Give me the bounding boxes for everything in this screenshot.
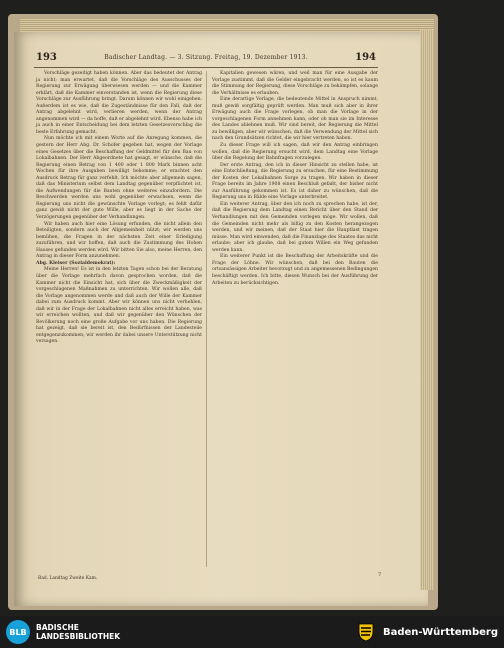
- right-paragraph: Ein weiterer Punkt ist die Beschaffung der Arbeitskräfte und die Frage der Löhne. Wir wünschen, daß bei den Bauten die ortsansässigen Arbeiter bevorzugt und zu angemessenen Bedingungen beschäftigt werden. Ich bitte, diesen Wunsch bei der Ausführung der Arbeiten zu berücksichtigen.: [212, 254, 378, 286]
- left-paragraph: Meine Herren! Es ist in den letzten Tagen schon bei der Beratung über die Vorlage mehrfach davon gesprochen worden, daß die Kammer nicht die Einsicht hat, sich über die Zweckmäßigkeit der vorgeschlagenen Maßnahmen zu unterrichten. Wir wollen alle, daß die Vorlage angenommen werde und daß auch der Wille der Kammer dabei zum Ausdruck kommt. Aber wir können uns nicht verhehlen, daß wir in der Frage der Lokalbahnen nicht alles erreicht haben, was wir erreichen wollten, und daß wir gegenüber den Wünschen der Bevölkerung noch eine große Aufgabe vor uns haben. Die Regierung hat gezeigt, daß sie bereit ist, den Bedürfnissen der Landesteile entgegenzukommen; wir werden ihr dabei unsere Unterstützung nicht versagen.: [36, 267, 202, 345]
- speaker-heading: Abg. Kleiser (Sozialdemokrat):: [36, 260, 116, 266]
- left-paragraph: Wir haben auch hier eine Lösung erfunden, die nicht allein den Beteiligten, sondern auch der Allgemeinheit nützt; wir werden uns bemühen, die Fragen in der nächsten Zeit einer Erledigung zuzuführen, und wir hoffen, daß auch die Zustimmung des Hohen Hauses gefunden werden wird. Wir bitten Sie also, meine Herren, den Antrag in dieser Form anzunehmen.: [36, 221, 202, 260]
- right-paragraph: Zu dieser Frage will ich sagen, daß wir den Antrag einbringen wollen, daß die Regierung ersucht wird, dem Landtag eine Vorlage über die Regelung der Bahnfragen vorzulegen.: [212, 143, 378, 162]
- page-number-right: 194: [355, 51, 376, 63]
- bw-crest-icon: [355, 621, 377, 643]
- page-stack-side: [420, 30, 434, 590]
- page-number-left: 193: [36, 51, 57, 63]
- right-paragraph: Kapitalien gewesen wären, und weil man für eine Ausgabe der Vorlage zustimmt, daß die Gelder eingebracht werden, so ist es kaum die Stimmung der Regierung, diese Vorschläge zu bekämpfen, solange die Verhältnisse es erlauben.: [212, 71, 378, 96]
- signature-mark: 7: [378, 572, 382, 578]
- blb-logo-icon: BLB: [6, 620, 30, 644]
- right-paragraph: Der erste Antrag, den ich in dieser Hinsicht zu stellen habe, ist eine Entschließung, die Regierung zu ersuchen, für eine Bestimmung der Kosten der Lokalbahnen Sorge zu tragen. Wir haben in dieser Frage bereits im Jahre 1908 einen Beschluß gefaßt, der bisher nicht zur Ausführung gekommen ist. Es ist daher zu wünschen, daß die Regierung uns in Bälde eine Vorlage unterbreitet.: [212, 162, 378, 201]
- left-paragraph: Vorschläge gezeitigt haben können. Aber das bedeutet der Antrag ja nicht; man erwartet, daß die Vorschläge des Ausschusses der Regierung zur Erwägung überwiesen werden — und die Kammer erklärt, daß die Kammer einverstanden ist, wenn die Regierung diese Vorschläge zur Ausführung bringt. Darum können wir wohl einigehen. Außerdem ist es wie, daß die Zugeständnisse für den Fall, daß der Antrag abgelehnt wird, verlieren werden, wenn der Antrag angenommen wird — da hoffe, daß er abgelehnt wird. Ebenso habe ich ja auch in einer Entscheidung bei dem letzten Gesetzesvorschlag die beste Erfahrung gemacht.: [36, 71, 202, 135]
- column-divider: [206, 71, 207, 567]
- blb-line-1: BADISCHE: [36, 623, 79, 632]
- blb-brand[interactable]: [6, 620, 120, 644]
- bw-name: Baden-Württemberg: [382, 626, 498, 638]
- right-column: [212, 71, 378, 287]
- right-paragraph: Ein weiterer Antrag, über den ich noch zu sprechen habe, ist der, daß die Regierung dem Landtag einen Bericht über den Stand der Verhandlungen mit den Gemeinden vorlegen möge. Wir wollen, daß die Gemeinden nicht mehr als billig zu den Kosten herangezogen werden, und wir meinen, daß der Staat hier die Hauptlast tragen müsse. Man wird einwenden, daß die Finanzlage des Staates das nicht erlaube; aber ich glaube, daß bei gutem Willen ein Weg gefunden werden kann.: [212, 201, 378, 253]
- bottom-bar: [0, 616, 504, 648]
- page-header: [36, 50, 376, 64]
- left-column: [36, 71, 202, 346]
- header-rule: [34, 67, 378, 68]
- blb-name: [36, 623, 120, 641]
- left-paragraph: Nun möchte ich mit einem Worte auf die Anregung kommen, die gestern der Herr Abg. Dr. Schofer gegeben hat, wegen der Vorlage eines Gesetzes über die Beschaffung der Geldmittel für den Bau von Lokalbahnen. Der Herr Abgeordnete hat gesagt, er wünsche, daß die Regierung einen Betrag von 1 400 oder 1 800 Mark binnen acht Wochen für ihre Ausgaben bewilligt bekomme; er erachtet den Ausdruck Betrag für ganz verfehlt. Ich möchte aber allgemein sagen, daß das Ministerium selbst dem Landtag gegenüber verpflichtet ist, die Aufwendungen für die Bauten ohne weiteres einzufordern. Die Beschwerden werden uns wohl gegenüber erwachsen, wenn die Regierung uns nicht die gewünschte Vorlage vorlegt; es fehlt dafür ganz gewiß nicht der gute Wille, aber es liegt in der Sache der Verzögerungen gegenüber der Verhandlungen.: [36, 136, 202, 221]
- right-paragraph: Eine derartige Vorlage, die bedeutende Mittel in Anspruch nimmt, muß gewiß sorgfältig geprüft werden. Man muß sich aber in ihrer Erwägung auch die Frage vorlegen, ob man die Vorlage in der vorgeschlagenen Form annehmen kann, oder ob man sie im Interesse des Landes ablehnen muß. Wir sind bereit, der Regierung die Mittel zu bewilligen, aber wir wünschen, daß die Verwendung der Mittel sich nach den Grundsätzen richtet, die wir hier vertreten haben.: [212, 97, 378, 142]
- bw-brand[interactable]: [355, 621, 498, 643]
- running-header: Badischer Landtag. — 3. Sitzung. Freitag, 19. Dezember 1913.: [104, 53, 308, 61]
- blb-line-2: LANDESBIBLIOTHEK: [36, 632, 121, 641]
- page-footer: Bad. Landtag Zweite Kam.: [38, 576, 98, 581]
